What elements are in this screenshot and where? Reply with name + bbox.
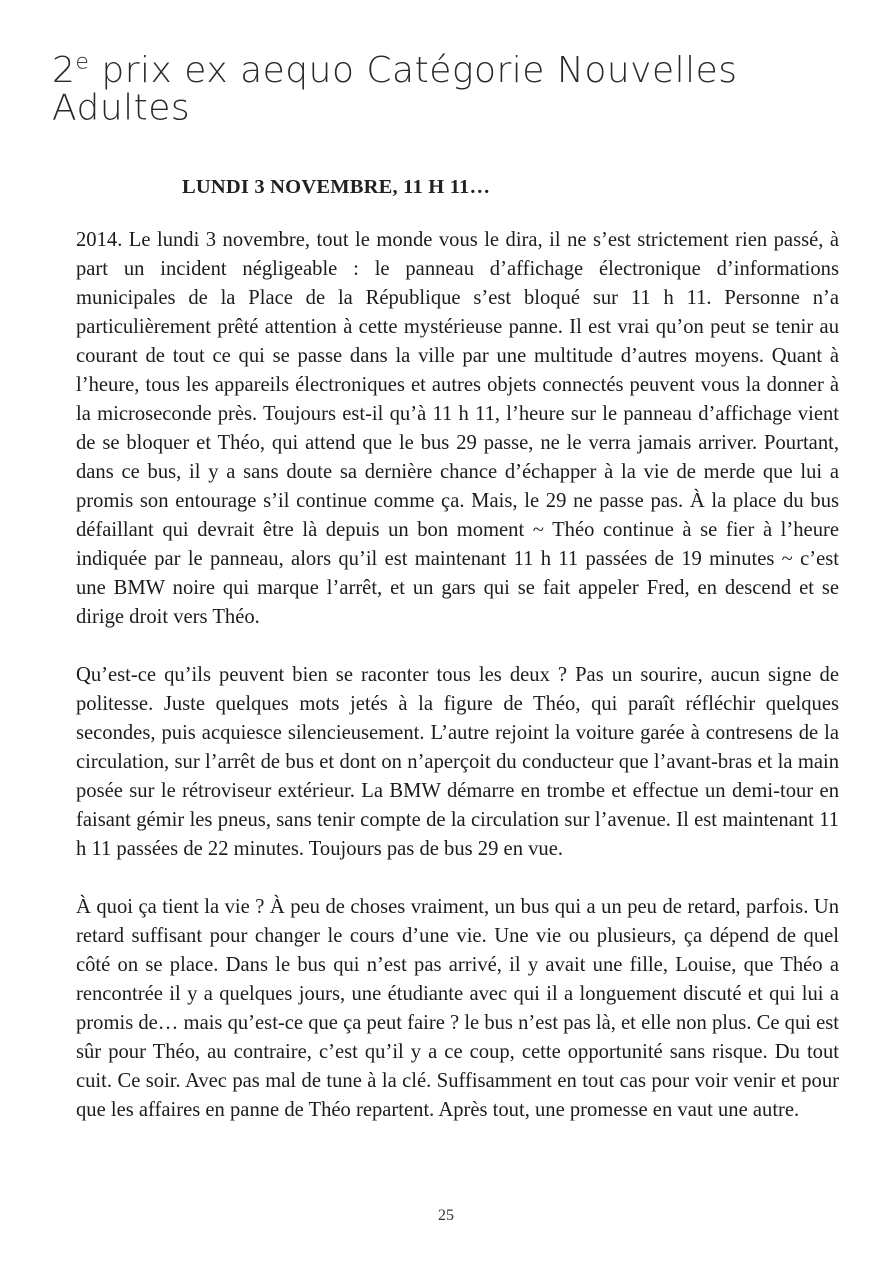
page-number: 25 [438, 1207, 454, 1224]
chapter-title: LUNDI 3 NOVEMBRE, 11 H 11… [182, 176, 491, 198]
paragraph-3: À quoi ça tient la vie ? À peu de choses vraiment, un bus qui a un peu de retard, parfois. Un retard suffisant pour changer le cours d’une vie. Une vie ou plusieurs, ça dépend de quel côté on se place. Dans le bus qui n’est pas arrivé, il y avait une fille, Louise, que Théo a rencontrée il y a quelques jours, une étudiante avec qui il a longuement discuté et qui lui a promis de… mais qu’est-ce que ça peut faire ? le bus n’est pas là, et elle non plus. Ce qui est sûr pour Théo, au contraire, c’est qu’il y a ce coup, cette opportunité sans risque. Du tout cuit. Ce soir. Avec pas mal de tune à la clé. Suffisamment en tout cas pour voir venir et pour que les affaires en panne de Théo repartent. Après tout, une promesse en vaut une autre. [76, 896, 839, 1121]
heading-prefix: 2 [52, 50, 76, 91]
paragraph-2: Qu’est-ce qu’ils peuvent bien se raconter tous les deux ? Pas un sourire, aucun signe de politesse. Juste quelques mots jetés à la figure de Théo, qui paraît réfléchir quelques secondes, puis acquiesce silencieusement. L’autre rejoint la voiture garée à contresens de la circulation, sur l’arrêt de bus et dont on n’aperçoit du conducteur que l’avant-bras et la main posée sur le rétroviseur extérieur. La BMW démarre en trombe et effectue un demi-tour en faisant gémir les pneus, sans tenir compte de la circulation sur l’avenue. Il est maintenant 11 h 11 passées de 22 minutes. Toujours pas de bus 29 en vue. [76, 664, 839, 860]
heading-text: prix ex aequo Catégorie Nouvelles Adultes [52, 50, 738, 129]
paragraph-1: 2014. Le lundi 3 novembre, tout le monde vous le dira, il ne s’est strictement rien passé, à part un incident négligeable : le panneau d’affichage électronique d’informations municipales de la Place de la République s’est bloqué sur 11 h 11. Personne n’a particulièrement prêté attention à cette mystérieuse panne. Il est vrai qu’on peut se tenir au courant de tout ce qui se passe dans la ville par une multitude d’autres moyens. Quant à l’heure, tous les appareils électroniques et autres objets connectés peuvent vous la donner à la microseconde près. Toujours est-il qu’à 11 h 11, l’heure sur le panneau d’affichage vient de se bloquer et Théo, qui attend que le bus 29 passe, ne le verra jamais arriver. Pourtant, dans ce bus, il y a sans doute sa dernière chance d’échapper à la vie de merde que lui a promis son entourage s’il continue comme ça. Mais, le 29 ne passe pas. À la place du bus défaillant qui devrait être là depuis un bon moment ~ Théo continue à se fier à l’heure indiquée par le panneau, alors qu’il est maintenant 11 h 11 passées de 19 minutes ~ c’est une BMW noire qui marque l’arrêt, et un gars qui se fait appeler Fred, en descend et se dirige droit vers Théo. [76, 229, 839, 628]
section-heading [52, 49, 852, 129]
heading-superscript: e [75, 49, 90, 75]
story-body [76, 226, 839, 1125]
